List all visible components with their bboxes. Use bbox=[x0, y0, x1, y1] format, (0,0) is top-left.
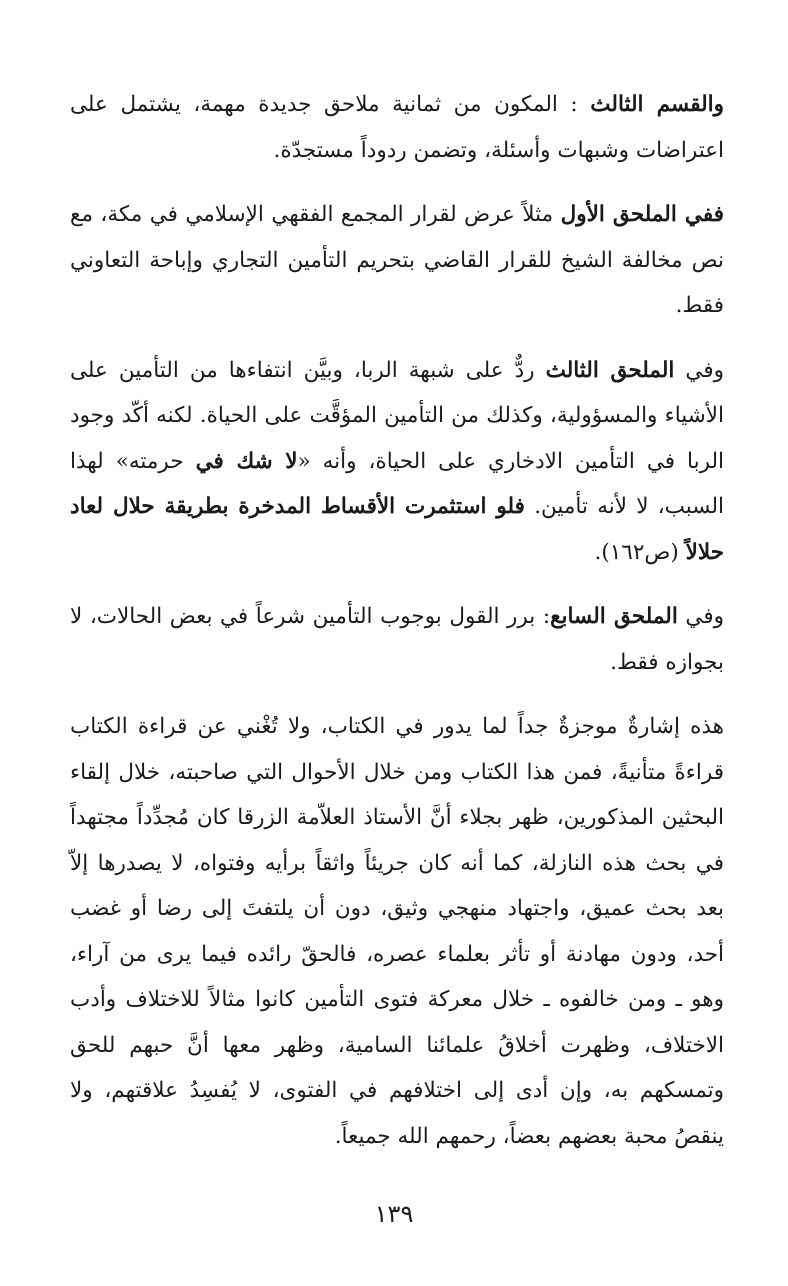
paragraph-appendix-seven bbox=[70, 594, 724, 685]
page-number: ١٣٩ bbox=[374, 1200, 414, 1228]
paragraph-prefix: وفي bbox=[685, 357, 724, 383]
bold-statement: فلو استثمرت الأقساط المدخرة بطريقة حلال لعاد حلالاً bbox=[70, 494, 724, 565]
paragraph-section-three bbox=[70, 82, 724, 173]
bold-quote: لا شك في bbox=[195, 448, 298, 474]
paragraph-text: حرمته» لهذا السبب، لا لأنه تأمين. bbox=[70, 448, 724, 519]
bold-heading: ففي الملحق الأول bbox=[560, 202, 724, 227]
paragraph-text: : برر القول بوجوب التأمين شرعاً في بعض الحالات، لا بجوازه فقط. bbox=[70, 604, 724, 675]
bold-heading: الملحق الثالث bbox=[545, 357, 675, 383]
paragraph-text: مثلاً عرض لقرار المجمع الفقهي الإسلامي في مكة، مع نص مخالفة الشيخ للقرار القاضي بتحريم التأمين التجاري وإباحة التعاوني فقط. bbox=[70, 202, 724, 318]
paragraph-appendix-one bbox=[70, 192, 724, 329]
paragraph-conclusion bbox=[70, 704, 724, 1159]
paragraph-text: : المكون من ثمانية ملاحق جديدة مهمة، يشتمل على اعتراضات وشبهات وأسئلة، وتضمن ردوداً مستجدّة. bbox=[70, 92, 724, 163]
paragraph-text: ردٌّ على شبهة الربا، وبيَّن انتفاءها من التأمين على الأشياء والمسؤولية، وكذلك من التأمين المؤقَّت على الحياة. لكنه أكّد وجود الربا في التأمين الادخاري على الحياة، وأنه « bbox=[70, 357, 724, 474]
page-reference: (ص١٦٢). bbox=[594, 539, 679, 565]
bold-heading: والقسم الثالث bbox=[590, 92, 725, 117]
bold-heading: الملحق السابع bbox=[550, 604, 678, 629]
paragraph-text: هذه إشارةٌ موجزةٌ جداً لما يدور في الكتاب، ولا تُغْني عن قراءة الكتاب قراءةً متأنيةً، فمن هذا الكتاب ومن خلال الأحوال التي صاحبته، خلال إلقاء البحثين المذكورين، ظهر بجلاء أنَّ الأستاذ العلاّمة الزرقا كان مُجدِّداً مجتهداً في بحث هذه النازلة، كما أنه كان جريئاً واثقاً برأيه وفتواه، لا يصدرها إلاّ بعد بحث عميق، واجتهاد منهجي وثيق، دون أن يلتفتَ إلى رضا أو غضب أحد، ودون مهادنة أو تأثر بعلماء عصره، فالحقّ رائده فيما يرى من آراء، وهو ـ ومن خالفوه ـ خلال معركة فتوى التأمين كانوا مثالاً للاختلاف وأدب الاختلاف، وظهرت أخلاقُ علمائنا السامية، وظهر معها أنَّ حبهم للحق وتمسكهم به، وإن أدى إلى اختلافهم في الفتوى، لا يُفسِدُ علاقتهم، ولا ينقصُ محبة بعضهم بعضاً، رحمهم الله جميعاً. bbox=[70, 714, 724, 1149]
paragraph-appendix-three bbox=[70, 348, 724, 576]
paragraph-prefix: وفي bbox=[685, 604, 724, 629]
